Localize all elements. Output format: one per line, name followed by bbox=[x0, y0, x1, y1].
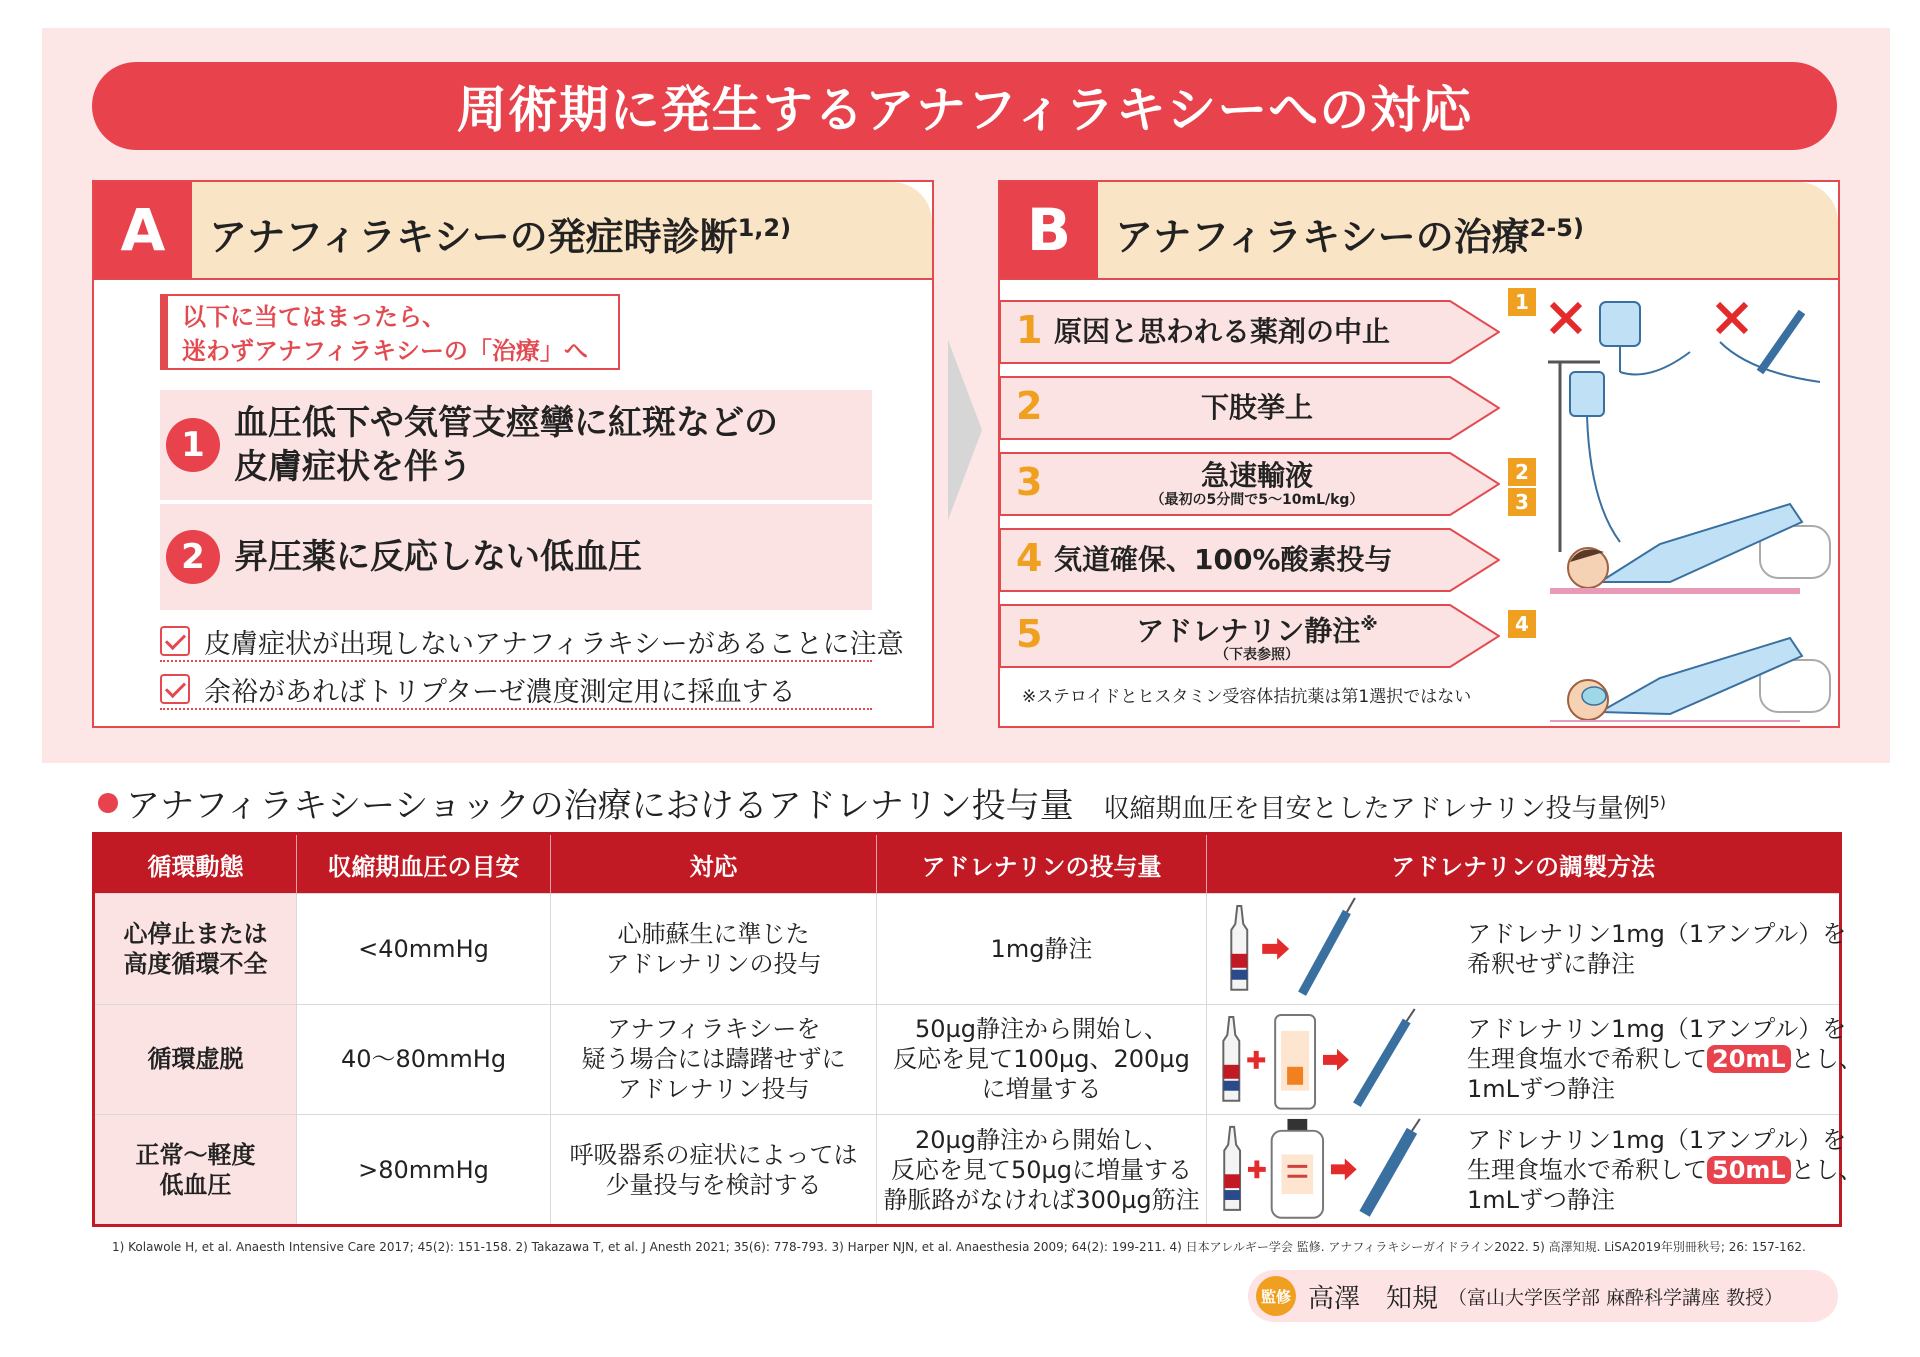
check-item-2: 余裕があればトリプターゼ濃度測定用に採血する bbox=[160, 670, 872, 710]
step-label: アドレナリン静注※ （下表参照） bbox=[1136, 613, 1378, 664]
panel-a-title: アナフィラキシーの発症時診断$^{1,2)}$ bbox=[209, 214, 792, 259]
step-number: 1 bbox=[1016, 308, 1043, 352]
criterion-2 bbox=[160, 504, 872, 610]
preparation-method: アドレナリン1mg（1アンプル）を 希釈せずに静注 bbox=[1207, 894, 1841, 1005]
step-label: 急速輸液 （最初の5分間で5～10mL/kg） bbox=[1150, 459, 1364, 508]
panel-a-letter: A bbox=[94, 182, 192, 278]
table-row bbox=[94, 1004, 1841, 1115]
references: 1) Kolawole H, et al. Anaesth Intensive Care 2017; 45(2): 151-158. 2) Takazawa T, et al. J Anesth 2021; 35(6): 778-793. 3) Harper NJN, et al. Anaesthesia 2009; 64(2): 199-211. 4) 日本アレルギー学会 監修. アナフィラキシーガイドライン2022. 5) 高澤知規. LiSA2019年別冊秋号; 26: 157-162. bbox=[112, 1240, 1806, 1254]
checkbox-icon bbox=[160, 674, 190, 704]
checkbox-icon bbox=[160, 626, 190, 656]
table-header-row bbox=[94, 834, 1841, 894]
patient-oxygen-mask-icon bbox=[1550, 638, 1830, 722]
table-header: アドレナリンの投与量 bbox=[877, 834, 1207, 894]
treatment-step-4 bbox=[1000, 528, 1500, 592]
dose: 50µg静注から開始し、 反応を見て100µg、200µg に増量する bbox=[877, 1004, 1207, 1115]
response: 心肺蘇生に準じた アドレナリンの投与 bbox=[551, 894, 877, 1005]
step-label: 下肢挙上 bbox=[1200, 391, 1313, 424]
flow-arrow-icon bbox=[948, 340, 982, 520]
dose: 1mg静注 bbox=[877, 894, 1207, 1005]
ampoule-plus-saline-to-syringe-icon bbox=[1207, 1005, 1447, 1115]
table-row bbox=[94, 894, 1841, 1005]
step-number: 4 bbox=[1016, 536, 1043, 580]
treatment-step-1 bbox=[1000, 300, 1500, 364]
bp-threshold: 40～80mmHg bbox=[297, 1004, 551, 1115]
preparation-method: アドレナリン1mg（1アンプル）を 生理食塩水で希釈して 50mL とし、 1mLずつ静注 bbox=[1207, 1115, 1841, 1226]
table-header: 収縮期血圧の目安 bbox=[297, 834, 551, 894]
step-number: 5 bbox=[1016, 612, 1043, 656]
panel-treatment bbox=[998, 180, 1840, 728]
table-header: 対応 bbox=[551, 834, 877, 894]
dose-section-title: アナフィラキシーショックの治療におけるアドレナリン投与量 収縮期血圧を目安としたアドレナリン投与量例$^{5)}$ bbox=[98, 778, 1666, 827]
table-row bbox=[94, 1115, 1841, 1226]
circulation-state: 循環虚脱 bbox=[94, 1004, 297, 1115]
ampoule-to-syringe-icon bbox=[1207, 894, 1447, 1004]
illustration-badge-4: 4 bbox=[1508, 610, 1536, 638]
panel-b-header bbox=[1000, 182, 1838, 280]
step-number: 2 bbox=[1016, 384, 1043, 428]
criterion-number: 1 bbox=[166, 418, 220, 472]
treatment-step-3 bbox=[1000, 452, 1500, 516]
page-title: 周術期に発生するアナフィラキシーへの対応 bbox=[92, 62, 1837, 150]
treatment-step-5 bbox=[1000, 604, 1500, 668]
treatment-step-2 bbox=[1000, 376, 1500, 440]
illustration-badge-3: 3 bbox=[1508, 488, 1536, 516]
check-item-1: 皮膚症状が出現しないアナフィラキシーがあることに注意 bbox=[160, 622, 872, 662]
panel-b-title-ref: 2-5) bbox=[1529, 214, 1584, 242]
response: アナフィラキシーを 疑う場合には躊躇せずに アドレナリン投与 bbox=[551, 1004, 877, 1115]
supervisor-affiliation: （富山大学医学部 麻酔科学講座 教授） bbox=[1448, 1286, 1784, 1309]
panel-a-header bbox=[94, 182, 932, 280]
ampoule-plus-saline-bag-to-syringe-icon bbox=[1207, 1115, 1447, 1224]
dilution-volume-highlight: 20mL bbox=[1707, 1045, 1791, 1073]
diagnosis-notice: 以下に当てはまったら、 迷わずアナフィラキシーの「治療」へ bbox=[160, 294, 620, 370]
bp-threshold: <40mmHg bbox=[297, 894, 551, 1005]
step-label: 気道確保、100%酸素投与 bbox=[1054, 543, 1393, 576]
dose: 20µg静注から開始し、 反応を見て50µgに増量する 静脈路がなければ300µg筋注 bbox=[877, 1115, 1207, 1226]
circulation-state: 正常～軽度 低血圧 bbox=[94, 1115, 297, 1226]
step-number: 3 bbox=[1016, 460, 1043, 504]
iv-drip-icon bbox=[1548, 362, 1620, 552]
treatment-note: ※ステロイドとヒスタミン受容体拮抗薬は第1選択ではない bbox=[1022, 687, 1472, 707]
table-header: アドレナリンの調製方法 bbox=[1207, 834, 1841, 894]
supervisor-credit bbox=[1248, 1270, 1838, 1322]
stop-drip-icon bbox=[1552, 302, 1690, 375]
treatment-illustration bbox=[1540, 282, 1835, 722]
criterion-1 bbox=[160, 390, 872, 500]
supervisor-badge: 監修 bbox=[1256, 1276, 1296, 1316]
panel-b-letter: B bbox=[1000, 182, 1098, 278]
table-header: 循環動態 bbox=[94, 834, 297, 894]
illustration-badge-2: 2 bbox=[1508, 458, 1536, 486]
response: 呼吸器系の症状によっては 少量投与を検討する bbox=[551, 1115, 877, 1226]
patient-legs-raised-icon bbox=[1550, 504, 1830, 594]
supervisor-name: 高澤 知規 bbox=[1308, 1283, 1439, 1314]
stop-syringe-icon bbox=[1718, 304, 1820, 382]
criterion-text: 血圧低下や気管支痙攣に紅斑などの 皮膚症状を伴う bbox=[234, 403, 778, 487]
step-sub-label: （最初の5分間で5～10mL/kg） bbox=[1150, 492, 1364, 508]
dilution-volume-highlight: 50mL bbox=[1707, 1156, 1791, 1184]
step-label: 原因と思われる薬剤の中止 bbox=[1054, 315, 1391, 348]
preparation-method: アドレナリン1mg（1アンプル）を 生理食塩水で希釈して 20mL とし、 1mLずつ静注 bbox=[1207, 1004, 1841, 1115]
step-sub-label: （下表参照） bbox=[1215, 647, 1299, 664]
dose-section-subtitle: 収縮期血圧を目安としたアドレナリン投与量例$^{5)}$ bbox=[1103, 792, 1667, 824]
circulation-state: 心停止または 高度循環不全 bbox=[94, 894, 297, 1005]
bullet-icon bbox=[98, 793, 118, 813]
illustration-badge-1: 1 bbox=[1508, 288, 1536, 316]
criterion-text: 昇圧薬に反応しない低血圧 bbox=[234, 537, 642, 577]
criterion-number: 2 bbox=[166, 530, 220, 584]
panel-a-title-ref: 1,2) bbox=[737, 214, 792, 242]
adrenaline-dose-table bbox=[92, 832, 1863, 1227]
panel-diagnosis bbox=[92, 180, 934, 728]
panel-b-title: アナフィラキシーの治療$^{2-5)}$ bbox=[1115, 214, 1584, 259]
bp-threshold: >80mmHg bbox=[297, 1115, 551, 1226]
